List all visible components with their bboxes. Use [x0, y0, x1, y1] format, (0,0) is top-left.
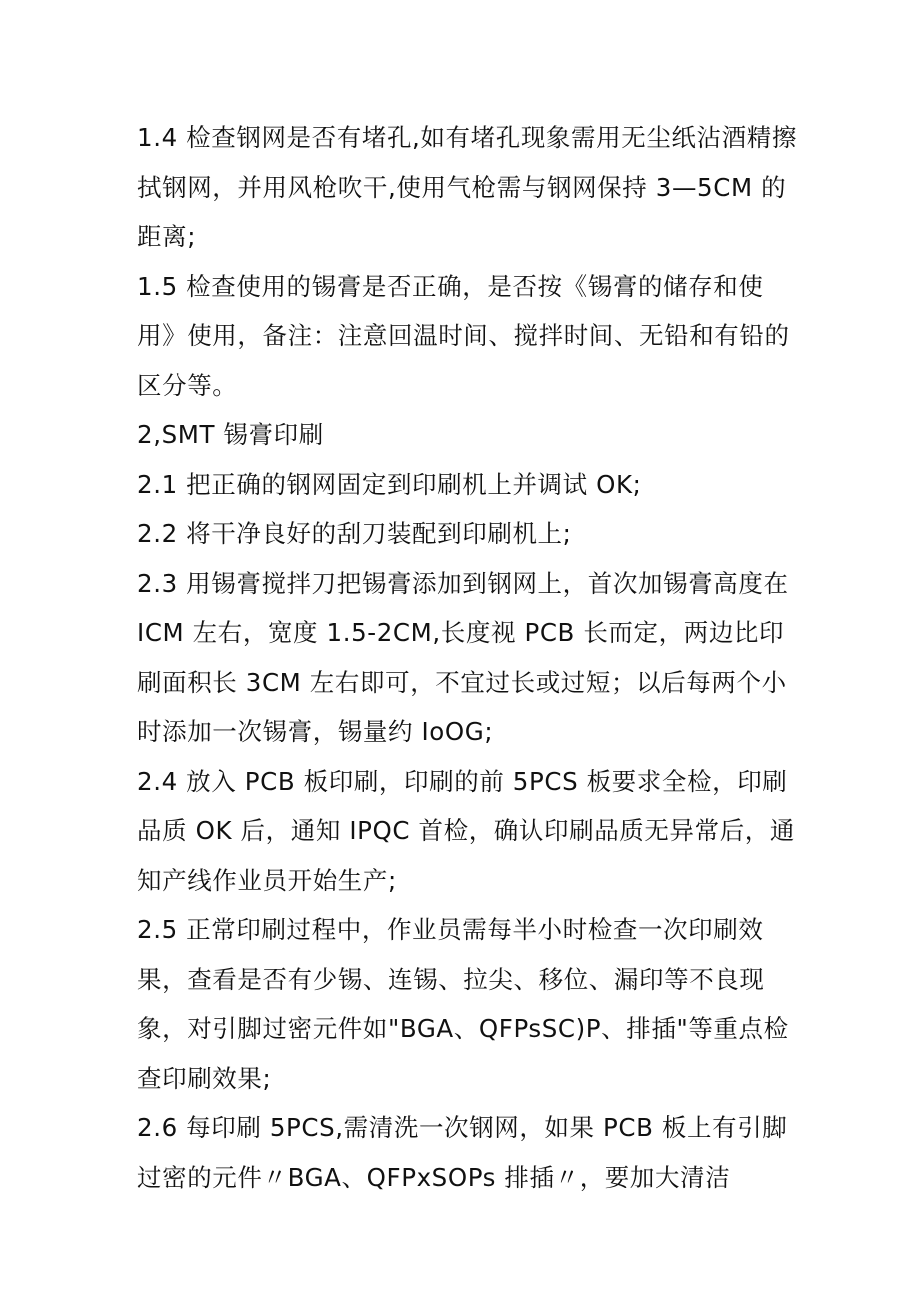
paragraph-2-4: 2.4 放入 PCB 板印刷，印刷的前 5PCS 板要求全检，印刷品质 OK 后，通知 IPQC 首检，确认印刷品质无异常后，通知产线作业员开始生产; [137, 766, 795, 895]
section-heading-2: 2,SMT 锡膏印刷 [137, 420, 324, 449]
paragraph-1-5: 1.5 检查使用的锡膏是否正确，是否按《锡膏的储存和使用》使用，备注：注意回温时间、搅拌时间、无铅和有铅的区分等。 [137, 271, 790, 400]
document-body [137, 113, 797, 1202]
paragraph-2-3: 2.3 用锡膏搅拌刀把锡膏添加到钢网上，首次加锡膏高度在 ICM 左右，宽度 1.5-2CM,长度视 PCB 长而定，两边比印刷面积长 3CM 左右即可，不宜过长或过短；以后每两个小时添加一次锡膏，锡量约 IoOG; [137, 568, 797, 746]
paragraph-1-4: 1.4 检查钢网是否有堵孔,如有堵孔现象需用无尘纸沾酒精擦拭钢网，并用风枪吹干,使用气枪需与钢网保持 3—5CM 的距离; [137, 123, 797, 251]
paragraph-2-5: 2.5 正常印刷过程中，作业员需每半小时检查一次印刷效果，查看是否有少锡、连锡、拉尖、移位、漏印等不良现象，对引脚过密元件如"BGA、QFPsSC)P、排插"等重点检查印刷效果; [137, 915, 789, 1093]
paragraph-2-1: 2.1 把正确的钢网固定到印刷机上并调试 OK; [137, 469, 642, 499]
paragraph-2-2: 2.2 将干净良好的刮刀装配到印刷机上; [137, 519, 572, 548]
paragraph-2-6: 2.6 每印刷 5PCS,需清洗一次钢网，如果 PCB 板上有引脚过密的元件〃BGA、QFPxSOPs 排插〃，要加大清洁 [137, 1113, 788, 1192]
